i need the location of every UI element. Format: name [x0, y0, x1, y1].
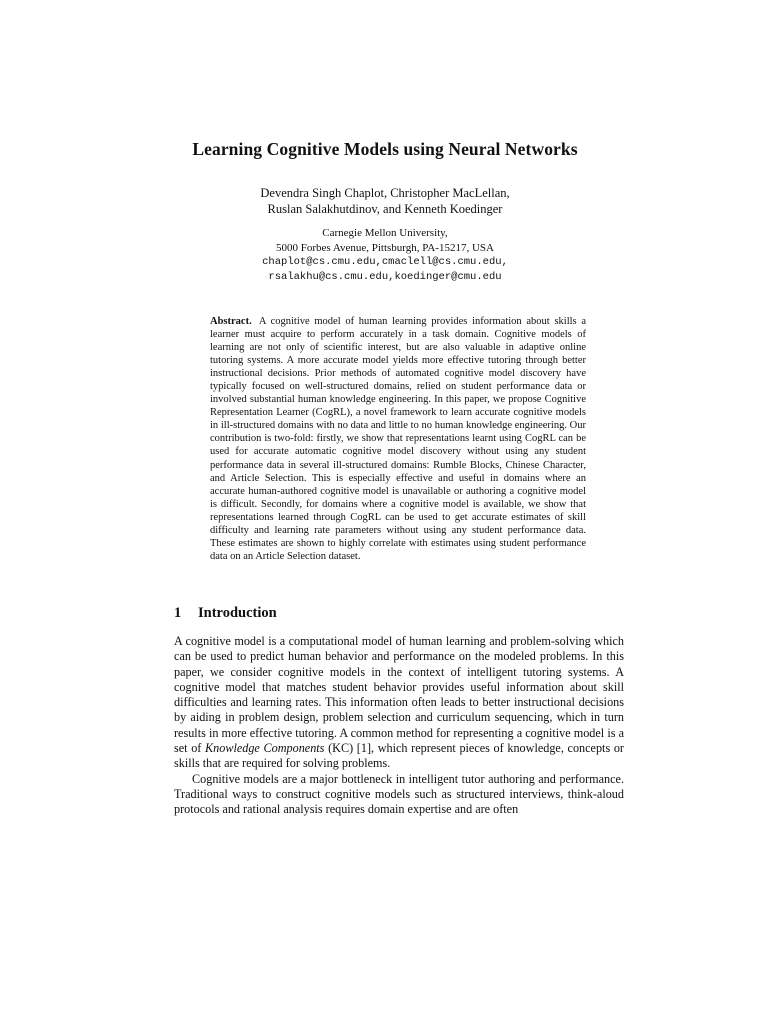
paragraph-1-text-b: (KC) [1], which represent pieces of knowledge, concepts or skills that are required for solving problems. [174, 741, 624, 771]
abstract [210, 315, 586, 563]
section-heading [174, 605, 624, 622]
affiliation-line-2: 5000 Forbes Avenue, Pittsburgh, PA-15217, USA [276, 241, 494, 254]
paragraph-2: Cognitive models are a major bottleneck in intelligent tutor authoring and performance. Traditional ways to construct cognitive models such as structured interviews, think-aloud protocols and rational analysis requires domain expertise and are often [174, 771, 624, 817]
author-list [0, 185, 770, 217]
knowledge-components-term: Knowledge Components [205, 741, 325, 756]
paper-title: Learning Cognitive Models using Neural Networks [192, 139, 578, 159]
paragraph-1 [174, 634, 624, 772]
introduction-body [174, 634, 624, 818]
authors-line-1: Devendra Singh Chaplot, Christopher MacLellan, [260, 186, 510, 200]
section-title: Introduction [198, 605, 277, 621]
affiliation-line-1: Carnegie Mellon University, [322, 227, 448, 239]
emails-line-1: chaplot@cs.cmu.edu,cmaclell@cs.cmu.edu, [262, 256, 508, 268]
emails-line-2: rsalakhu@cs.cmu.edu,koedinger@cmu.edu [268, 270, 502, 283]
abstract-label: Abstract. [210, 316, 252, 327]
affiliation-block [0, 226, 770, 284]
paragraph-1-text-a: A cognitive model is a computational model of human learning and problem-solving which can be used to predict human behavior and performance on the modeled problems. In this paper, we consider cognitive models in the context of intelligent tutoring systems. A cognitive model that matches student behavior provides useful information about skill difficulties and learning rates. This information often leads to better instructional decisions by aiding in problem design, problem selection and curriculum sequencing, which in turn results in more effective tutoring. A common method for representing a cognitive model is a set of [174, 634, 624, 756]
authors-line-2: Ruslan Salakhutdinov, and Kenneth Koedinger [267, 202, 503, 216]
abstract-text: A cognitive model of human learning provides information about skills a learner must acquire to perform accurately in a task domain. Cognitive models of learning are not only of scientific interest, but are also valuable in adaptive online tutoring systems. A more accurate model yields more effective tutoring through better instructional decisions. Prior methods of automated cognitive model discovery have typically focused on well-structured domains, relied on student performance data or involved substantial human knowledge engineering. In this paper, we propose Cognitive Representation Learner (CogRL), a novel framework to learn accurate cognitive models in ill-structured domains with no data and little to no human knowledge engineering. Our contribution is two-fold: firstly, we show that representations learnt using CogRL can be used for accurate automatic cognitive model discovery without using any student performance data in several ill-structured domains: Rumble Blocks, Chinese Character, and Article Selection. This is especially effective and useful in domains where an accurate human-authored cognitive model is unavailable or authoring a cognitive model is difficult. Secondly, for domains where a cognitive model is available, we show that representations learned through CogRL can be used to get accurate estimates of skill difficulty and learning rate parameters without using any student performance data. These estimates are shown to highly correlate with estimates using student performance data on an Article Selection dataset. [210, 316, 587, 562]
section-number: 1 [174, 605, 182, 621]
